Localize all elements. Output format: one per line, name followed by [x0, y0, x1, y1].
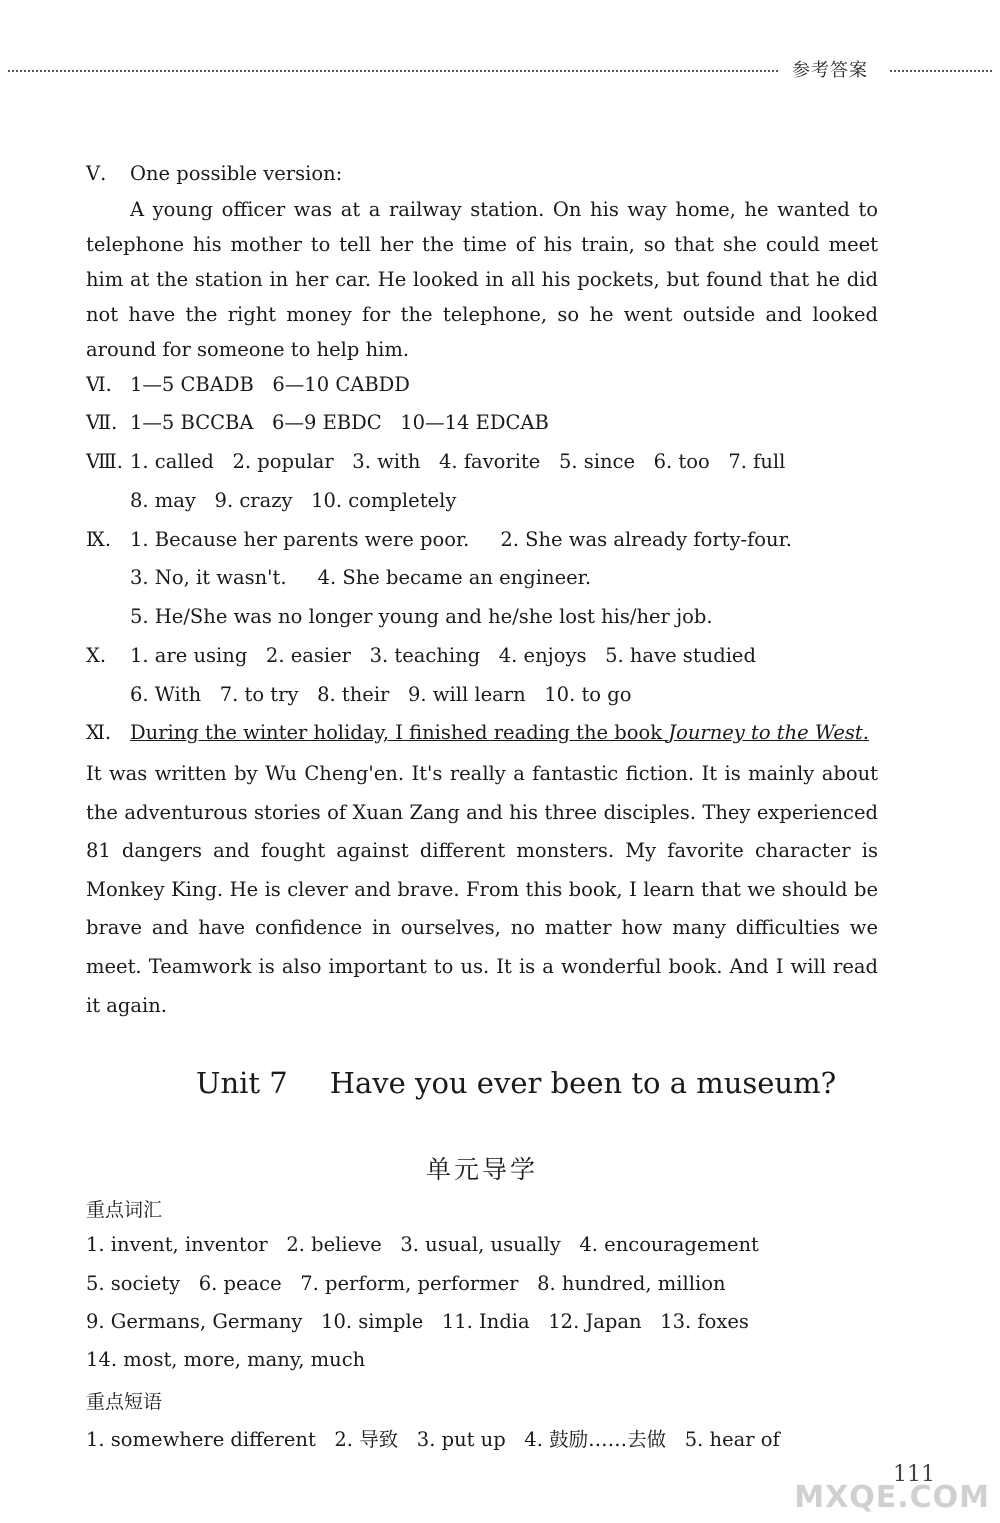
- section-6-label: Ⅵ.: [86, 373, 112, 396]
- header-title: 参考答案: [792, 60, 868, 81]
- section-10-line-2: 6. With 7. to try 8. their 9. will learn 10. to go: [130, 683, 632, 706]
- section-11-label: Ⅺ.: [86, 721, 112, 744]
- section-11-period: .: [862, 721, 869, 744]
- page-number: 111: [893, 1462, 935, 1487]
- section-5-paragraph: A young officer was at a railway station. On his way home, he wanted to telephone his mother to tell her the time of his train, so that she could meet him at the station in her car. He looked in all his pockets, but found that he did not have the right money for the telephone, so he went outside and looked around for someone to help him.: [86, 198, 878, 361]
- section-11-paragraph: It was written by Wu Cheng'en. It's really a fantastic fiction. It is mainly about the adventurous stories of Xuan Zang and his three disciples. They experienced 81 dangers and fought against different monsters. My favorite character is Monkey King. He is clever and brave. From this book, I learn that we should be brave and have confidence in ourselves, no matter how many difficulties we meet. Teamwork is also important to us. It is a wonderful book. And I will read it again.: [86, 762, 878, 1017]
- watermark: MXQE.COM: [794, 1480, 990, 1515]
- section-11-topic-sentence: [130, 721, 869, 744]
- section-9-line-2: 3. No, it wasn't. 4. She became an engineer.: [130, 566, 592, 589]
- unit-number: Unit 7: [196, 1066, 288, 1100]
- vocab-line-1: 1. invent, inventor 2. believe 3. usual, usually 4. encouragement: [86, 1233, 759, 1256]
- vocab-line-3: 9. Germans, Germany 10. simple 11. India 12. Japan 13. foxes: [86, 1310, 749, 1333]
- section-8-line-2: 8. may 9. crazy 10. completely: [130, 489, 457, 512]
- vocab-line-2: 5. society 6. peace 7. perform, performer 8. hundred, million: [86, 1272, 726, 1295]
- section-9-label: Ⅸ.: [86, 528, 112, 551]
- section-10-line-1: 1. are using 2. easier 3. teaching 4. enjoys 5. have studied: [130, 644, 756, 667]
- unit-guide-title: 单元导学: [426, 1155, 539, 1184]
- vocab-line-4: 14. most, more, many, much: [86, 1348, 366, 1371]
- section-5-intro: One possible version:: [130, 162, 343, 185]
- section-7-label: Ⅶ.: [86, 411, 118, 434]
- section-11-first-line: During the winter holiday, I finished reading the book: [130, 721, 669, 744]
- section-5-label: Ⅴ.: [86, 162, 107, 185]
- section-8-line-1: 1. called 2. popular 3. with 4. favorite 5. since 6. too 7. full: [130, 450, 786, 473]
- section-9-line-1: 1. Because her parents were poor. 2. She was already forty-four.: [130, 528, 792, 551]
- page-header: [0, 56, 1000, 86]
- section-8-label: Ⅷ.: [86, 450, 123, 473]
- unit-title-text: Have you ever been to a museum?: [329, 1066, 837, 1100]
- section-10-label: Ⅹ.: [86, 644, 107, 667]
- section-9-line-3: 5. He/She was no longer young and he/she lost his/her job.: [130, 605, 713, 628]
- section-11-book-title: Journey to the West: [668, 721, 863, 744]
- header-dotted-rule-right: [890, 70, 992, 72]
- unit-title: [196, 1066, 836, 1100]
- vocab-heading: 重点词汇: [86, 1199, 163, 1221]
- section-7-answers: 1—5 BCCBA 6—9 EBDC 10—14 EDCAB: [130, 411, 549, 434]
- phrases-heading: 重点短语: [86, 1391, 163, 1413]
- section-6-answers: 1—5 CBADB 6—10 CABDD: [130, 373, 410, 396]
- header-dotted-rule-left: [8, 70, 778, 72]
- phrases-line-1: 1. somewhere different 2. 导致 3. put up 4. 鼓励……去做 5. hear of: [86, 1428, 780, 1451]
